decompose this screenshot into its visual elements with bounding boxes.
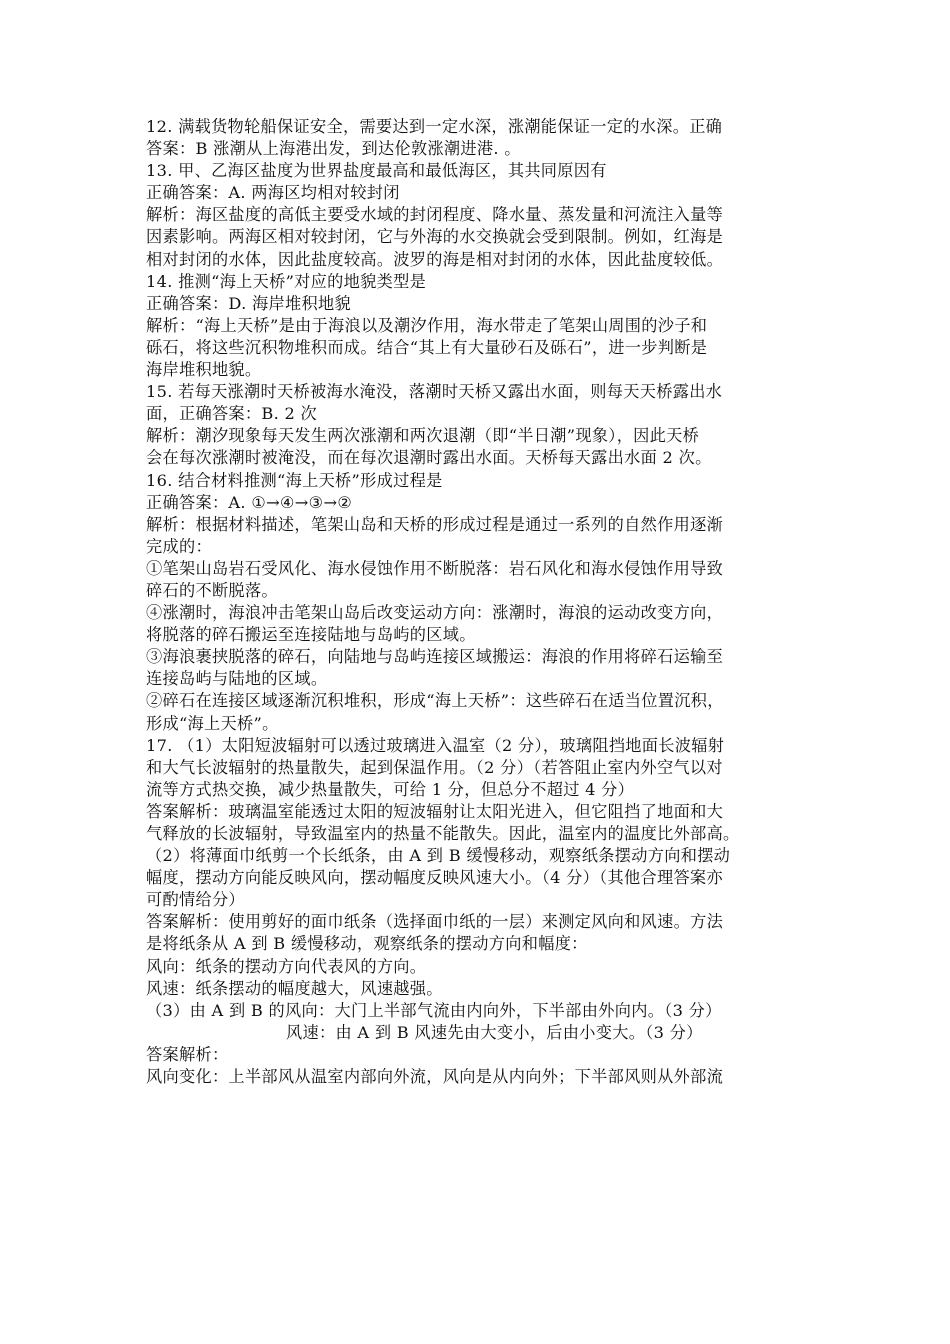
q17-part1-analysis-1: 答案解析：玻璃温室能透过太阳的短波辐射让太阳光进入，但它阻挡了地面和大 <box>146 801 724 821</box>
q17-part3-analysis-1: 风向变化：上半部风从温室内部向外流，风向是从内向外；下半部风则从外部流 <box>146 1067 724 1087</box>
q12-answer: 答案：B 涨潮从上海港出发，到达伦敦涨潮进港. 。 <box>146 139 521 159</box>
q14-analysis-2: 砾石，将这些沉积物堆积而成。结合“其上有大量砂石及砾石”，进一步判断是 <box>146 337 708 357</box>
q14-analysis-1: 解析：“海上天桥”是由于海浪以及潮汐作用，海水带走了笔架山周围的沙子和 <box>146 315 708 335</box>
q16-analysis-2: 完成的： <box>146 536 212 556</box>
q17-part2-analysis-1: 答案解析：使用剪好的面巾纸条（选择面巾纸的一层）来测定风向和风速。方法 <box>146 912 724 932</box>
q17-wind-speed: 风速：纸条摆动的幅度越大，风速越强。 <box>146 978 443 998</box>
q16-step-3a: ③海浪裹挟脱落的碎石，向陆地与岛屿连接区域搬运：海浪的作用将碎石运输至 <box>146 647 724 667</box>
q16-step-1b: 碎石的不断脱落。 <box>146 580 278 600</box>
q13-answer: 正确答案：A. 两海区均相对较封闭 <box>146 183 400 203</box>
q12-line-1: 12. 满载货物轮船保证安全，需要达到一定水深，涨潮能保证一定的水深。正确 <box>146 117 723 136</box>
q16-step-1a: ①笔架山岛岩石受风化、海水侵蚀作用不断脱落：岩石风化和海水侵蚀作用导致 <box>146 558 724 578</box>
q17-part1-3: 流等方式热交换，减少热量散失，可给 1 分，但总分不超过 4 分） <box>146 779 635 799</box>
q15-analysis-1: 解析：潮汐现象每天发生两次涨潮和两次退潮（即“半日潮”现象），因此天桥 <box>146 426 700 446</box>
q17-part3-direction: （3）由 A 到 B 的风向：大门上半部气流由内向外，下半部由外向内。（3 分） <box>146 1000 722 1020</box>
q13-question: 13. 甲、乙海区盐度为世界盐度最高和最低海区，其共同原因有 <box>146 161 607 181</box>
q16-analysis-1: 解析：根据材料描述，笔架山岛和天桥的形成过程是通过一系列的自然作用逐渐 <box>146 514 724 534</box>
q14-analysis-3: 海岸堆积地貌。 <box>146 360 262 380</box>
q17-part2-1: （2）将薄面巾纸剪一个长纸条，由 A 到 B 缓慢移动，观察纸条摆动方向和摆动 <box>146 846 731 866</box>
q17-part2-analysis-2: 是将纸条从 A 到 B 缓慢移动，观察纸条的摆动方向和幅度： <box>146 934 588 954</box>
q16-step-4b: 将脱落的碎石搬运至连接陆地与岛屿的区域。 <box>146 625 476 645</box>
q14-answer: 正确答案：D. 海岸堆积地貌 <box>146 293 351 313</box>
q13-analysis-1: 解析：海区盐度的高低主要受水域的封闭程度、降水量、蒸发量和河流注入量等 <box>146 205 724 225</box>
q17-part1-1: 17. （1）太阳短波辐射可以透过玻璃进入温室（2 分），玻璃阻挡地面长波辐射 <box>146 735 725 755</box>
q16-step-2a: ②碎石在连接区域逐渐沉积堆积，形成“海上天桥”：这些碎石在适当位置沉积， <box>146 691 724 711</box>
q17-part2-2: 幅度，摆动方向能反映风向，摆动幅度反映风速大小。（4 分）（其他合理答案亦 <box>146 868 723 888</box>
q17-part1-analysis-2: 气释放的长波辐射，导致温室内的热量不能散失。因此，温室内的温度比外部高。 <box>146 824 740 843</box>
document-page <box>146 116 810 1088</box>
q17-part2-3: 可酌情给分） <box>146 890 245 910</box>
q13-analysis-3: 相对封闭的水体，因此盐度较高。波罗的海是相对封闭的水体，因此盐度较低。 <box>146 249 724 269</box>
q16-question: 16. 结合材料推测“海上天桥”形成过程是 <box>146 470 443 490</box>
q14-question: 14. 推测“海上天桥”对应的地貌类型是 <box>146 271 427 291</box>
q17-part1-2: 和大气长波辐射的热量散失，起到保温作用。（2 分）（若答阻止室内外空气以对 <box>146 757 723 777</box>
q16-step-4a: ④涨潮时，海浪冲击笔架山岛后改变运动方向：涨潮时，海浪的运动改变方向， <box>146 603 724 623</box>
q17-part3-speed: 风速：由 A 到 B 风速先由大变小，后由小变大。（3 分） <box>286 1022 703 1042</box>
q16-answer: 正确答案：A. ①→④→③→② <box>146 492 353 512</box>
q15-analysis-2: 会在每次涨潮时被淹没，而在每次退潮时露出水面。天桥每天露出水面 2 次。 <box>146 448 712 468</box>
q15-answer: 面，正确答案：B. 2 次 <box>146 404 318 424</box>
q13-analysis-2: 因素影响。两海区相对较封闭，它与外海的水交换就会受到限制。例如，红海是 <box>146 227 724 247</box>
q16-step-2b: 形成“海上天桥”。 <box>146 713 279 733</box>
q16-step-3b: 连接岛屿与陆地的区域。 <box>146 669 328 689</box>
q15-question-1: 15. 若每天涨潮时天桥被海水淹没，落潮时天桥又露出水面，则每天天桥露出水 <box>146 382 723 402</box>
q17-part3-analysis-label: 答案解析： <box>146 1044 229 1064</box>
q17-wind-direction: 风向：纸条的摆动方向代表风的方向。 <box>146 956 427 976</box>
